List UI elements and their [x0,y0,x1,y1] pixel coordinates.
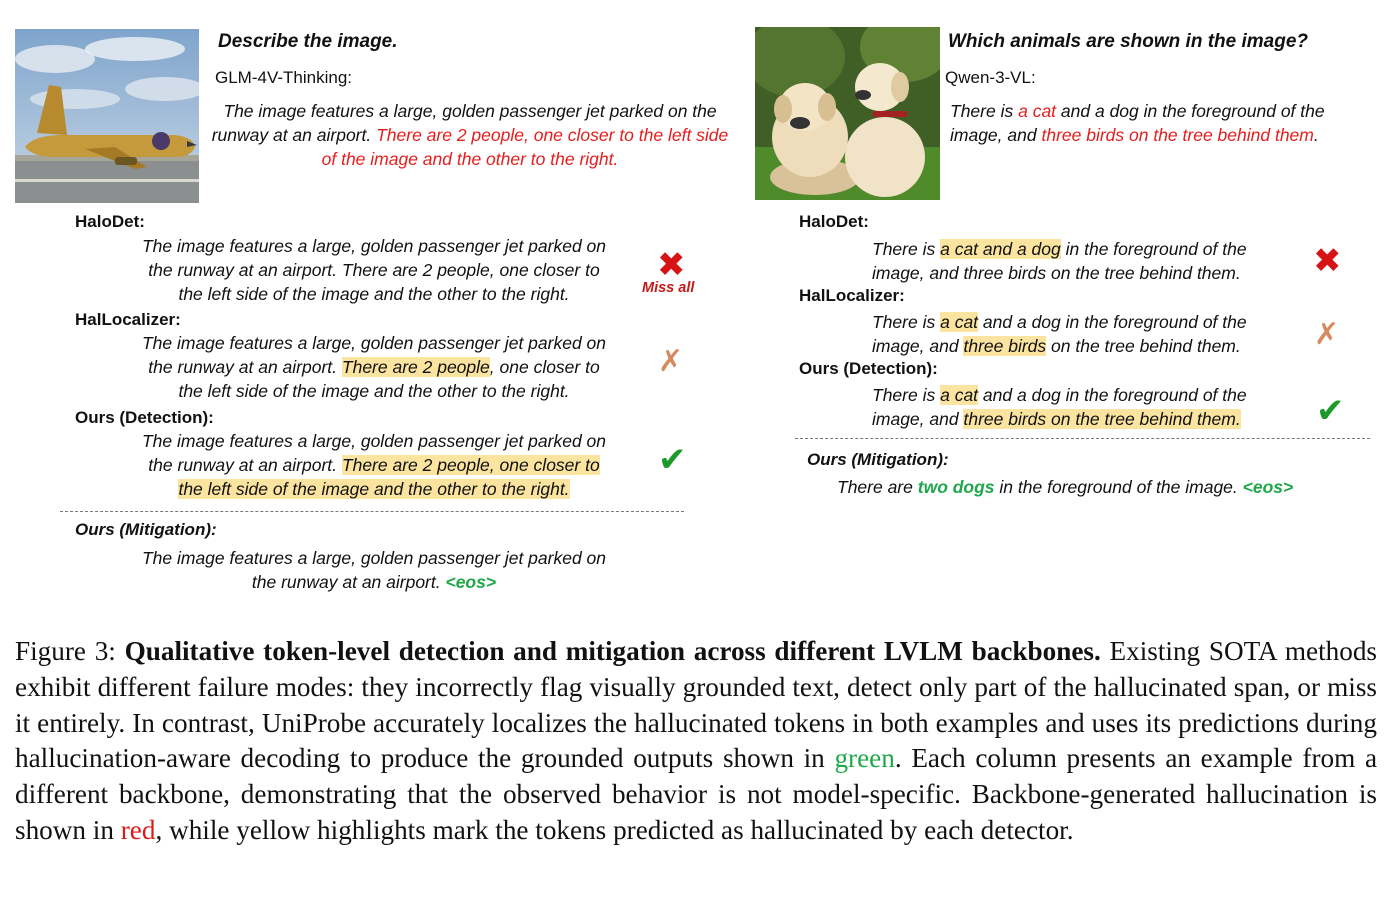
model-name-right: Qwen-3-VL: [945,68,1036,87]
response-normal: The image features a large, golden passenger jet parked on the runway at an airport. [211,101,717,145]
text-span: image, and [950,125,1037,145]
text-line [872,237,1302,261]
question-right: Which animals are shown in the image? [948,31,1309,52]
method-label-halodet-right: HaloDet: [799,212,869,231]
highlight-span: There are 2 people [341,357,490,377]
halodet-text-right [872,237,1302,285]
text-line: The image features a large, golden passenger jet parked on [141,431,607,451]
text-span: There is [872,312,936,332]
figure-caption [15,634,1377,849]
text-line [950,99,1380,123]
text-line: The image features a large, golden passenger jet parked on [141,548,607,568]
dogs-photo [755,27,940,200]
divider-left [60,511,684,512]
highlight-span: There are 2 people, one closer to [341,455,600,475]
caption-title: Qualitative token-level detection and mitigation across different LVLM backbones. [124,636,1101,666]
text-span: the runway at an airport. [148,357,338,377]
highlight-span: the left side of the image and the other to the right. [178,479,570,499]
check-icon: ✔ [658,441,687,479]
caption-text: Existing SOTA methods exhibit different failure modes: they incorrectly flag visually grounded text, detect only part of the hallucinated span, or miss it entirely. In contrast, UniProbe accurately localizes the hallucinated tokens in both examples and uses its predictions during hallucination-aware decoding to produce the grounded outputs shown in [15,636,1378,774]
text-span: There is [872,239,936,259]
text-span: . [1313,125,1319,145]
caption-text: . Each column presents an example from a different backbone, demonstrating that the observed behavior is not model-specific. Backbone-generated hallucination is shown in [15,743,1378,845]
model-name-left: GLM-4V-Thinking: [215,68,352,87]
text-span: the runway at an airport. [251,572,441,592]
caption-text: , while yellow highlights mark the tokens predicted as hallucinated by each detector. [155,814,1074,845]
ours-detection-text-right [872,383,1302,431]
response-right [950,99,1380,147]
hallucination-span: a cat [1018,101,1057,121]
check-icon: ✔ [1316,392,1345,430]
text-line: the runway at an airport. There are 2 people, one closer to [148,260,600,280]
partial-cross-icon: ✗ [1314,318,1340,351]
method-label-ours-mitigation-left: Ours (Mitigation): [75,520,217,539]
text-span: in the foreground of the [1065,239,1247,259]
response-left [205,99,735,171]
ours-mitigation-text-left [112,546,636,594]
caption-red-word: red [120,814,156,845]
method-label-ours-detection-right: Ours (Detection): [799,359,938,378]
method-label-hallocalizer-right: HalLocalizer: [799,286,905,305]
highlight-span: three birds on the tree behind them. [963,409,1241,429]
text-span: on the tree behind them. [1051,336,1241,356]
cross-icon: ✖ [1313,242,1342,280]
text-line [112,453,636,477]
ours-mitigation-text-right [837,475,1377,499]
hallocalizer-text-right [872,310,1302,358]
text-span: There is [872,385,936,405]
text-span: and a dog in the foreground of the [1060,101,1325,121]
method-label-ours-mitigation-right: Ours (Mitigation): [807,450,949,469]
ours-detection-text-left [112,429,636,501]
text-line: The image features a large, golden passenger jet parked on [141,236,607,256]
partial-cross-icon: ✗ [658,345,684,378]
miss-all-badge: Miss all [642,280,695,296]
text-line: the left side of the image and the other to the right. [178,284,570,304]
text-span: , one closer to [489,357,600,377]
eos-token: <eos> [1242,477,1294,497]
caption-prefix: Figure 3: [15,636,116,666]
response-hallucination: There are 2 people, one closer to the left side of the image and the other to the right. [321,125,729,169]
eos-token: <eos> [445,572,497,592]
text-line [872,334,1302,358]
text-line: The image features a large, golden passenger jet parked on [141,333,607,353]
method-label-hallocalizer-left: HalLocalizer: [75,310,181,329]
cross-icon: ✖ [657,246,686,284]
highlight-span: a cat and a dog [940,239,1061,259]
hallocalizer-text-left [112,331,636,403]
text-line [872,407,1302,431]
text-line [872,383,1302,407]
text-span: There is [950,101,1014,121]
text-line [112,570,636,594]
highlight-span: three birds [963,336,1047,356]
hallucination-span: three birds on the tree behind them [1041,125,1314,145]
text-span: the runway at an airport. [148,455,338,475]
method-label-halodet-left: HaloDet: [75,212,145,231]
text-span: in the foreground of the image. [999,477,1238,497]
text-line [112,477,636,501]
highlight-span: a cat [940,385,979,405]
mitigation-span: two dogs [917,477,995,497]
text-span: There are [837,477,913,497]
divider-right [795,438,1370,439]
highlight-span: a cat [940,312,979,332]
method-label-ours-detection-left: Ours (Detection): [75,408,214,427]
text-line [112,355,636,379]
airplane-photo [15,29,199,203]
caption-green-word: green [834,743,895,774]
question-left: Describe the image. [218,31,398,52]
text-span: and a dog in the foreground of the [982,385,1247,405]
text-span: image, and [872,336,959,356]
text-line [872,310,1302,334]
text-line: the left side of the image and the other to the right. [178,381,570,401]
text-span: image, and [872,409,959,429]
text-line: image, and three birds on the tree behind them. [872,263,1241,283]
text-line [950,123,1380,147]
text-span: and a dog in the foreground of the [982,312,1247,332]
halodet-text-left [112,234,636,306]
